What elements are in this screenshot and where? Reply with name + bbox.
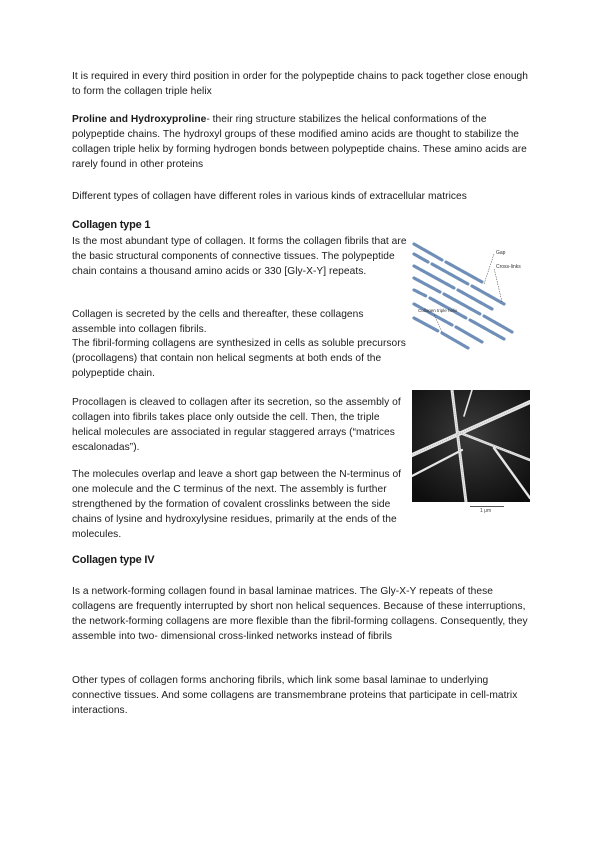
paragraph-other-collagens: Other types of collagen forms anchoring fibrils, which link some basal laminae to underlying connective tissues. And some collagens are transmembrane proteins that participate in cell-matrix interactions. (72, 675, 518, 716)
paragraph-proline (72, 112, 532, 172)
collagen-micrograph (412, 390, 530, 502)
label-crosslinks: Cross-links (496, 264, 521, 270)
proline-description: - their ring structure stabilizes the helical conformations of the polypeptide chains. The hydroxyl groups of these modified amino acids are thought to stabilize the collagen triple helix by forming hydrogen bonds between polypeptide chains. These amino acids are rarely found in other proteins (72, 114, 527, 170)
heading-collagen-type-1: Collagen type 1 (72, 219, 151, 231)
paragraph-type1-secreted: Collagen is secreted by the cells and thereafter, these collagens assemble into collagen fibrils. (72, 309, 364, 335)
paragraph-type1-overlap: The molecules overlap and leave a short gap between the N-terminus of one molecule and the C terminus of the next. The assembly is further strengthened by the formation of covalent crosslinks between the side chains of lysine and hydroxylysine residues, primarily at the ends of the molecules. (72, 469, 402, 540)
paragraph-type1-procollagen: The fibril-forming collagens are synthesized in cells as soluble precursors (procollagens) that contain non helical segments at both ends of the polypeptide chain. (72, 338, 406, 379)
paragraph-type4-network: Is a network-forming collagen found in basal laminae matrices. The Gly-X-Y repeats of these collagens are frequently interrupted by short non helical sequences. Because of these interruptions, the network-forming collagens are more flexible than the fibril-forming collagens. Consequently, they assemble into two- dimensional cross-linked networks instead of fibrils (72, 586, 528, 642)
collagen-fibril-diagram (412, 238, 530, 350)
paragraph-type1-cleavage: Procollagen is cleaved to collagen after its secretion, so the assembly of collagen into fibrils takes place only outside the cell. Then, the triple helical molecules are associated in regular staggered arrays (“matrices escalonadas”). (72, 397, 401, 453)
paragraph-glycine-requirement: It is required in every third position in order for the polypeptide chains to pack together close enough to form the collagen triple helix (72, 71, 528, 97)
label-gap: Gap (496, 250, 506, 256)
proline-term: Proline and Hydroxyproline (72, 114, 207, 125)
paragraph-collagen-types: Different types of collagen have different roles in various kinds of extracellular matrices (72, 191, 467, 202)
label-collagen-triple-helix: Collagen triple helix (418, 308, 458, 313)
paragraph-type1-abundant: Is the most abundant type of collagen. It forms the collagen fibrils that are the basic structural components of connective tissues. The polypeptide chain contains a thousand amino acids or 330 [Gly-X-Y] repeats. (72, 236, 407, 277)
micrograph-scale-label: 1 μm (480, 508, 492, 514)
micrograph-scale-bar (470, 506, 504, 507)
heading-collagen-type-4: Collagen type IV (72, 554, 155, 566)
